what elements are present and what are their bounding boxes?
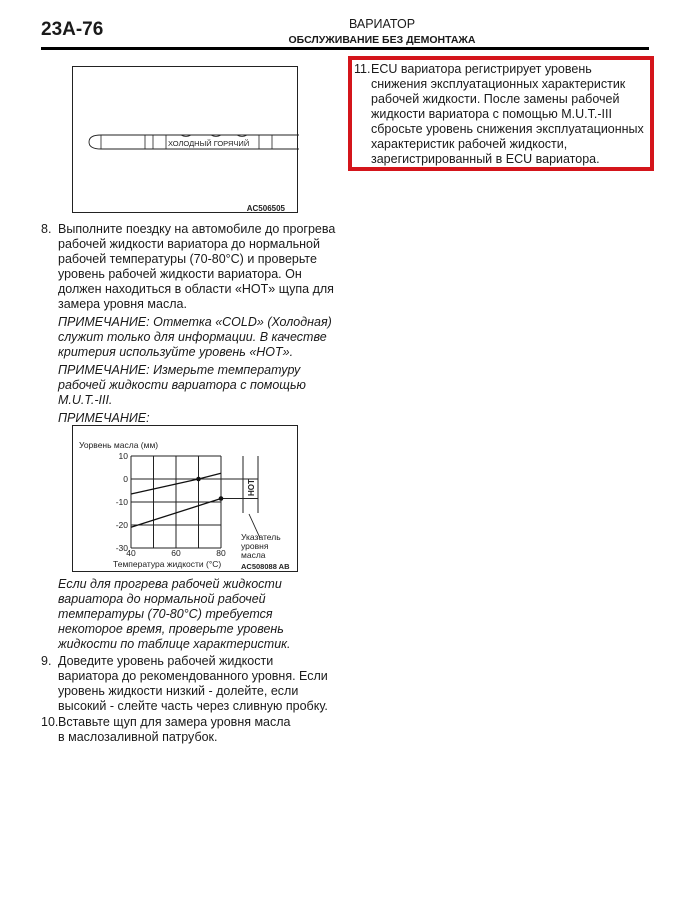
text-line: Доведите уровень рабочей жидкости: [58, 654, 274, 668]
text-line: рабочей температуры (70-80°С) и проверьте: [58, 252, 317, 266]
step-11-text: [371, 62, 653, 167]
text-line: ПРИМЕЧАНИЕ:: [58, 411, 150, 425]
text-line: уровень рабочей жидкости вариатора. Он: [58, 267, 302, 281]
step-9-text: [58, 654, 343, 714]
text-line: вариатора до рекомендованного уровня. Если: [58, 669, 328, 683]
chart-svg: [73, 426, 299, 573]
x-tick-label: 60: [171, 548, 181, 558]
text-line: Если для прогрева рабочей жидкости: [58, 577, 282, 591]
annotation-line: Указатель: [241, 532, 281, 542]
note-temperature: [58, 363, 343, 408]
dipstick-figure: [72, 66, 298, 213]
y-tick-label: -10: [115, 497, 128, 507]
text-line: должен находиться в области «HOT» щупа для: [58, 282, 334, 296]
y-tick-label: -30: [115, 543, 128, 553]
annotation-line: уровня: [241, 541, 269, 551]
step-10-text: [58, 715, 343, 745]
x-tick-label: 40: [126, 548, 136, 558]
hot-label: HOT: [247, 479, 256, 496]
step-number: 9.: [41, 654, 52, 668]
text-line: некоторое время, проверьте уровень: [58, 622, 284, 636]
text-line: характеристик рабочей жидкости,: [371, 137, 568, 151]
data-point: [196, 477, 201, 482]
step-number: 10.: [41, 715, 59, 729]
text-line: рабочей жидкости вариатора до нормальной: [58, 237, 320, 251]
text-line: рабочей жидкости. После замены рабочей: [371, 92, 620, 106]
x-tick-label: 80: [216, 548, 226, 558]
text-line: Вставьте щуп для замера уровня масла: [58, 715, 291, 729]
step-8-text: [58, 222, 343, 426]
text-line: Выполните поездку на автомобиле до прогрева: [58, 222, 336, 236]
text-line: температуры (70-80°С) требуется: [58, 607, 273, 621]
step-number: 8.: [41, 222, 52, 236]
section-subtitle: ОБСЛУЖИВАНИЕ БЕЗ ДЕМОНТАЖА: [288, 34, 476, 46]
y-tick-label: 0: [123, 474, 128, 484]
text-line: ПРИМЕЧАНИЕ: Измерьте температуру: [58, 363, 301, 377]
text-line: жидкости вариатора с помощью M.U.T.-III: [371, 107, 612, 121]
text-line: сбросьте уровень снижения эксплуатационных: [371, 122, 644, 136]
text-line: высокий - слейте часть через сливную пробку.: [58, 699, 328, 713]
text-line: вариатора до нормальной рабочей: [58, 592, 266, 606]
dipstick-drawing: [73, 67, 299, 214]
text-line: снижения эксплуатационных характеристик: [371, 77, 626, 91]
note-chart: [58, 411, 343, 426]
dipstick-label: ХОЛОДНЫЙ ГОРЯЧИЙ: [168, 139, 250, 148]
text-line: в маслозаливной патрубок.: [58, 730, 218, 744]
page-number: 23A-76: [41, 19, 104, 40]
note-after-chart: [58, 577, 343, 652]
text-line: зарегистрированный в ECU вариатора.: [371, 152, 600, 166]
header-rule: [41, 47, 649, 50]
oil-level-chart: [72, 425, 298, 572]
note-cold: [58, 315, 343, 360]
text-line: M.U.T.-III.: [58, 393, 113, 407]
figure-code: AC506505: [246, 204, 285, 213]
section-title: ВАРИАТОР: [348, 17, 416, 31]
text-line: ECU вариатора регистрирует уровень: [371, 62, 592, 76]
data-point: [219, 496, 224, 501]
y-tick-label: -20: [115, 520, 128, 530]
step-number: 11.: [354, 62, 371, 76]
text-line: жидкости по таблице характеристик.: [58, 637, 291, 651]
text-line: служит только для информации. В качестве: [58, 330, 327, 344]
y-axis-label: Уорвень масла (мм): [79, 440, 159, 450]
highlighted-step-11: [348, 56, 654, 171]
text-line: критерия используйте уровень «HOT».: [58, 345, 294, 359]
y-tick-label: 10: [118, 451, 128, 461]
chart-code: AC508088 AB: [241, 562, 290, 571]
text-line: замера уровня масла.: [58, 297, 187, 311]
text-line: ПРИМЕЧАНИЕ: Отметка «COLD» (Холодная): [58, 315, 332, 329]
x-axis-label: Температура жидкости (°C): [113, 559, 222, 569]
text-line: уровень жидкости низкий - долейте, если: [58, 684, 299, 698]
text-line: рабочей жидкости вариатора с помощью: [58, 378, 306, 392]
annotation-line: масла: [241, 550, 266, 560]
